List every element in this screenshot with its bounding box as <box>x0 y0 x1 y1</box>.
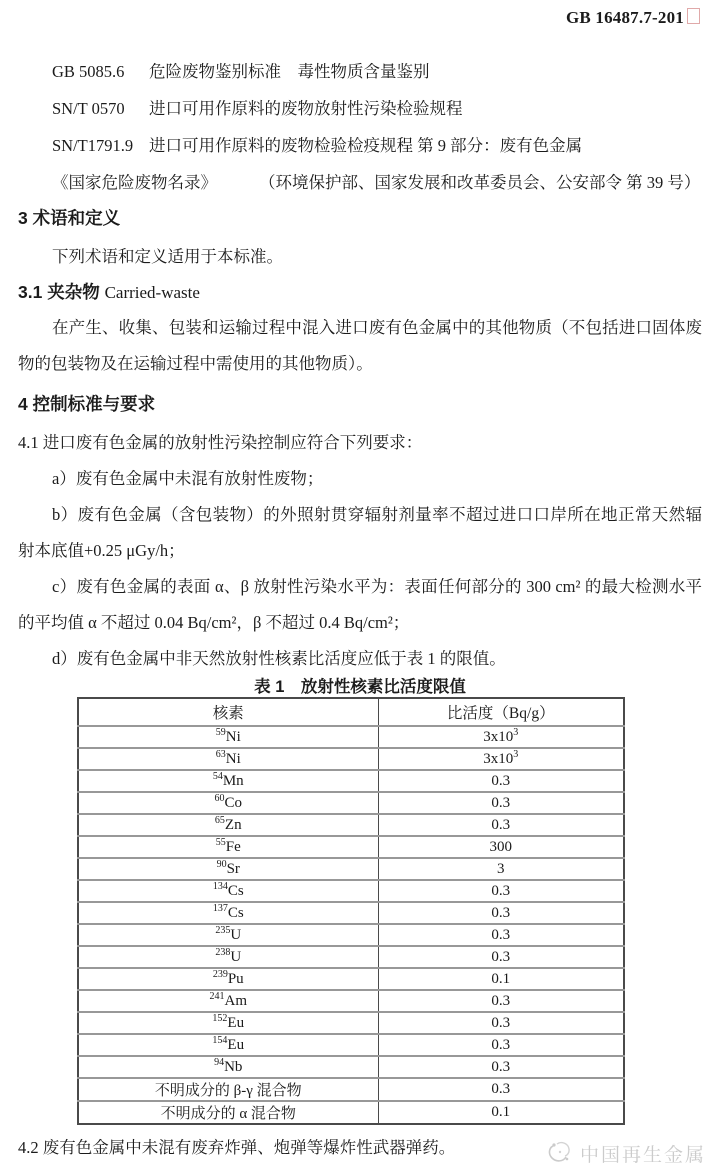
table-row <box>78 924 624 946</box>
missing-char-box <box>687 8 700 24</box>
nuclide-cell: $^{90}$Sr <box>78 858 378 880</box>
clause-4-2: 4.2 废有色金属中未混有废弃炸弹、炮弹等爆炸性武器弹药。 <box>18 1138 456 1157</box>
nuclide-cell: $^{152}$Eu <box>78 1012 378 1034</box>
reference-title: 危险废物鉴别标准 毒性物质含量鉴别 <box>149 62 430 81</box>
table-row <box>78 990 624 1012</box>
reference-code: SN/T1791.9 <box>52 136 134 155</box>
term-3-1-heading <box>18 275 702 310</box>
nuclide-cell: $^{60}$Co <box>78 792 378 814</box>
table-row <box>78 792 624 814</box>
term-definition: 在产生、收集、包装和运输过程中混入进口废有色金属中的其他物质（不包括进口固体废物的包装物及在运输过程中需使用的其他物质）。 <box>18 318 702 373</box>
requirement-item-c: c）废有色金属的表面 α、β 放射性污染水平为：表面任何部分的 300 cm² 的最大检测水平的平均值 α 不超过 0.04 Bq/cm²，β 不超过 0.4 Bq/cm²； <box>18 577 702 632</box>
table-row <box>78 946 624 968</box>
term-number-zh: 3.1 夹杂物 <box>18 282 100 302</box>
activity-value-cell: 0.3 <box>378 792 624 814</box>
standard-number <box>18 8 702 28</box>
activity-column-header: 比活度（Bq/g） <box>446 705 555 722</box>
table-row <box>78 1056 624 1078</box>
activity-value-cell: 0.3 <box>378 946 624 968</box>
reference-line <box>52 127 702 164</box>
nuclide-cell: $^{59}$Ni <box>78 726 378 748</box>
clause-4-1: 4.1 进口废有色金属的放射性污染控制应符合下列要求： <box>18 433 423 452</box>
table-header-row <box>78 698 624 726</box>
activity-value-cell: 0.3 <box>378 814 624 836</box>
nuclide-cell: $^{239}$Pu <box>78 968 378 990</box>
nuclide-cell: $^{235}$U <box>78 924 378 946</box>
reference-title: （环境保护部、国家发展和改革委员会、公安部令 第 39 号） <box>259 173 701 192</box>
nuclide-cell: $^{137}$Cs <box>78 902 378 924</box>
nuclide-cell: $^{94}$Nb <box>78 1056 378 1078</box>
nuclide-cell: $^{154}$Eu <box>78 1034 378 1056</box>
activity-value-cell: 0.3 <box>378 1078 624 1101</box>
table-row <box>78 1101 624 1124</box>
normative-references <box>52 53 702 201</box>
section-3-heading: 3 术语和定义 <box>18 208 121 228</box>
activity-value-cell: $3x10^3$ <box>378 726 624 748</box>
table-row <box>78 858 624 880</box>
reference-line <box>52 53 702 90</box>
nuclide-column-header: 核素 <box>78 698 378 726</box>
table-row <box>78 770 624 792</box>
requirement-item-a: a）废有色金属中未混有放射性废物； <box>52 469 324 488</box>
watermark-text: 中国再生金属 <box>579 1144 706 1166</box>
table-row <box>78 902 624 924</box>
watermark <box>545 1138 706 1168</box>
reference-title: 进口可用作原料的废物放射性污染检验规程 <box>149 99 463 118</box>
activity-value-cell: $3x10^3$ <box>378 748 624 770</box>
watermark-logo-icon <box>545 1138 575 1168</box>
nuclide-cell: $^{63}$Ni <box>78 748 378 770</box>
activity-value-cell: 3 <box>378 858 624 880</box>
activity-value-cell: 0.3 <box>378 924 624 946</box>
reference-title: 进口可用作原料的废物检验检疫规程 第 9 部分：废有色金属 <box>149 136 583 155</box>
table-row <box>78 1012 624 1034</box>
reference-code: GB 5085.6 <box>52 62 125 81</box>
term-english: Carried-waste <box>104 283 200 302</box>
activity-value-cell: 0.1 <box>378 968 624 990</box>
requirement-item-b: b）废有色金属（含包装物）的外照射贯穿辐射剂量率不超过进口口岸所在地正常天然辐射本底值+0.25 μGy/h； <box>18 505 702 560</box>
table-row <box>78 814 624 836</box>
reference-code: 《国家危险废物名录》 <box>52 173 217 192</box>
reference-code: SN/T 0570 <box>52 99 125 118</box>
activity-value-cell: 0.3 <box>378 1034 624 1056</box>
section-4-heading: 4 控制标准与要求 <box>18 394 156 414</box>
activity-value-cell: 0.3 <box>378 770 624 792</box>
activity-value-cell: 0.3 <box>378 990 624 1012</box>
table-row <box>78 1034 624 1056</box>
reference-line <box>52 90 702 127</box>
nuclide-cell: $^{241}$Am <box>78 990 378 1012</box>
nuclide-cell: $^{134}$Cs <box>78 880 378 902</box>
table-row <box>78 748 624 770</box>
activity-value-cell: 0.3 <box>378 902 624 924</box>
nuclide-cell: $^{54}$Mn <box>78 770 378 792</box>
activity-value-cell: 0.3 <box>378 880 624 902</box>
terms-intro: 下列术语和定义适用于本标准。 <box>52 247 283 266</box>
nuclide-cell: $^{238}$U <box>78 946 378 968</box>
activity-value-cell: 0.1 <box>378 1101 624 1124</box>
table-1-title: 表 1 放射性核素比活度限值 <box>254 678 466 696</box>
activity-value-cell: 300 <box>378 836 624 858</box>
table-row <box>78 1078 624 1101</box>
reference-line <box>52 164 702 201</box>
activity-value-cell: 0.3 <box>378 1056 624 1078</box>
nuclide-cell: 不明成分的 β-γ 混合物 <box>78 1078 378 1101</box>
nuclide-table-body <box>78 726 624 1124</box>
table-row <box>78 880 624 902</box>
requirement-item-d: d）废有色金属中非天然放射性核素比活度应低于表 1 的限值。 <box>52 649 506 668</box>
nuclide-cell: 不明成分的 α 混合物 <box>78 1101 378 1124</box>
standard-number-text: GB 16487.7-201 <box>565 8 684 27</box>
table-row <box>78 968 624 990</box>
nuclide-cell: $^{65}$Zn <box>78 814 378 836</box>
table-row <box>78 726 624 748</box>
activity-value-cell: 0.3 <box>378 1012 624 1034</box>
table-row <box>78 836 624 858</box>
nuclide-cell: $^{55}$Fe <box>78 836 378 858</box>
nuclide-activity-table <box>77 697 625 1125</box>
